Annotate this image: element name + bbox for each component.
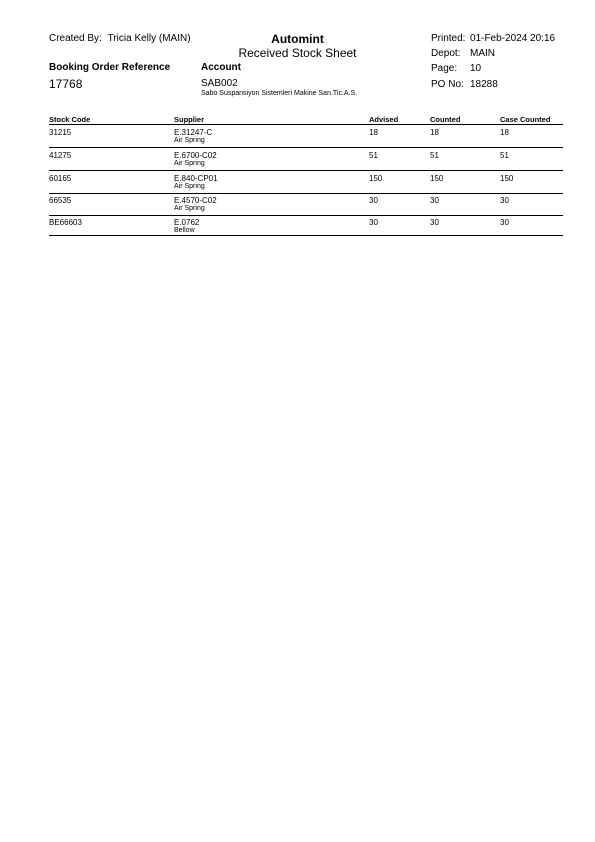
row-counted: 18 <box>430 128 439 137</box>
col-supplier: Supplier <box>174 115 205 124</box>
printed-value: 01-Feb-2024 20:16 <box>470 33 556 44</box>
row-rule <box>49 215 563 216</box>
row-supplier-code: E.31247-C <box>174 128 213 137</box>
row-stock-code: 31215 <box>49 128 72 137</box>
col-case-counted: Case Counted <box>500 115 551 124</box>
row-advised: 18 <box>369 128 378 137</box>
row-rule <box>49 147 563 148</box>
depot-label: Depot: <box>431 48 461 59</box>
created-by-value: Tricia Kelly (MAIN) <box>107 33 191 44</box>
row-case-counted: 18 <box>500 128 509 137</box>
row-supplier-desc: Air Spring <box>174 205 205 212</box>
row-stock-code: 41275 <box>49 151 72 160</box>
row-supplier-desc: Air Spring <box>174 183 205 190</box>
row-advised: 150 <box>369 174 383 183</box>
printed-label: Printed: <box>431 33 466 44</box>
col-stock-code: Stock Code <box>49 115 91 124</box>
row-counted: 51 <box>430 151 439 160</box>
row-rule <box>49 235 563 236</box>
row-supplier-desc: Bellow <box>174 227 195 234</box>
row-counted: 30 <box>430 196 439 205</box>
po-value: 18288 <box>470 79 498 90</box>
row-stock-code: 66535 <box>49 196 72 205</box>
po-label: PO No: <box>431 79 464 90</box>
row-case-counted: 150 <box>500 174 514 183</box>
row-stock-code: 60165 <box>49 174 72 183</box>
row-counted: 150 <box>430 174 444 183</box>
row-supplier-code: E.4570-C02 <box>174 196 217 205</box>
row-advised: 30 <box>369 196 378 205</box>
created-by-label: Created By: <box>49 33 102 44</box>
company-name: Automint <box>271 32 324 46</box>
row-rule <box>49 170 563 171</box>
booking-ref-label: Booking Order Reference <box>49 62 171 73</box>
col-counted: Counted <box>430 115 461 124</box>
row-case-counted: 51 <box>500 151 509 160</box>
sheet-title: Received Stock Sheet <box>238 46 357 60</box>
row-supplier-desc: Air Spring <box>174 137 205 144</box>
col-advised: Advised <box>369 115 399 124</box>
page-value: 10 <box>470 63 482 74</box>
account-label: Account <box>201 62 241 73</box>
row-advised: 51 <box>369 151 378 160</box>
row-supplier-code: E.6700-C02 <box>174 151 217 160</box>
row-case-counted: 30 <box>500 218 509 227</box>
row-rule <box>49 193 563 194</box>
row-stock-code: BE66603 <box>49 218 82 227</box>
row-supplier-desc: Air Spring <box>174 160 205 167</box>
account-name: Sabo Suspansiyon Sistemleri Makine San.Tic.A.S. <box>201 90 358 97</box>
header-rule <box>49 124 563 125</box>
depot-value: MAIN <box>470 48 495 59</box>
page-label: Page: <box>431 63 458 74</box>
row-counted: 30 <box>430 218 439 227</box>
account-code: SAB002 <box>201 78 238 89</box>
row-supplier-code: E.840-CP01 <box>174 174 218 183</box>
row-supplier-code: E.0762 <box>174 218 200 227</box>
row-case-counted: 30 <box>500 196 509 205</box>
row-advised: 30 <box>369 218 378 227</box>
booking-ref-value: 17768 <box>49 77 83 91</box>
